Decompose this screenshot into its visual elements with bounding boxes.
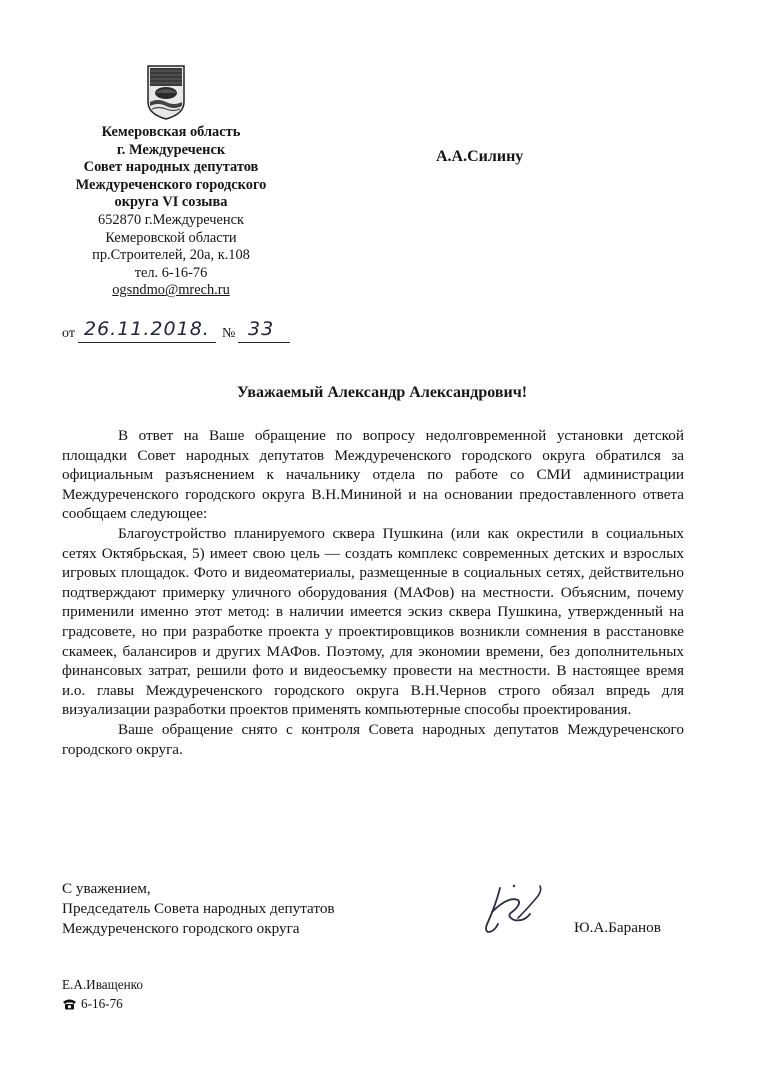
date-underline (78, 342, 216, 343)
executor-block (62, 976, 143, 1013)
sender-council: Совет народных депутатов (83, 159, 259, 176)
date-label: от (62, 326, 75, 341)
letter-body (62, 426, 684, 759)
city-coat-of-arms-icon (146, 62, 186, 120)
handwritten-signature (478, 882, 550, 938)
body-paragraph-1: В ответ на Ваше обращение по вопросу недолговременной установки детской площадки Совет народных депутатов Междуреченского городского округа обратился за официальным разъяснением к начальнику отдела по работе со СМИ администрации Междуреченского городского округа В.Н.Мининой и на основании предоставленного ответа сообщаем следующее: (62, 427, 684, 523)
signer-name: Ю.А.Баранов (574, 919, 661, 936)
telephone-icon (62, 998, 77, 1010)
reference-line (62, 318, 302, 346)
handwritten-number: 33 (248, 318, 275, 340)
body-paragraph-3: Ваше обращение снято с контроля Совета народных депутатов Междуреченского городского округа. (62, 720, 684, 758)
body-paragraph-2: Благоустройство планируемого сквера Пушкина (или как окрестили в социальных сетях Октябрьская, 5) имеет свою цель — создать комплекс современных детских и взрослых игровых площадок. Фото и видеоматериалы, размещенные в социальных сетях, действительно подтверждают примерку уличного оборудования (МАФов) на местности. Объясним, почему применили именно этот метод: в наличии имеется эскиз сквера Пушкина, утвержденный на градсовете, но при разработке проекта у проектировщиков возникли сомнения в расстановке скамеек, балансиров и других МАФов. Поэтому, для экономии времени, без дополнительных финансовых затрат, решили фото и видеосъемку провести на местности. В настоящее время и.о. главы Междуреченского городского округа В.Н.Чернов строго обязал впредь для визуализации разработки проектов применять компьютерные способы проектирования. (62, 524, 684, 719)
handwritten-date: 26.11.2018. (84, 318, 210, 340)
executor-name: Е.А.Иващенко (62, 977, 143, 992)
closing-block (62, 879, 335, 938)
sender-region: Кемеровская область (101, 124, 241, 140)
executor-phone: 6-16-76 (81, 995, 123, 1011)
sender-convocation: округа VI созыва (114, 194, 228, 211)
sender-address-line3: пр.Строителей, 20а, к.108 (92, 247, 250, 264)
sender-phone: тел. 6-16-76 (134, 264, 208, 281)
sender-district: Междуреченского городского (75, 176, 267, 193)
signer-position-line1: Председатель Совета народных депутатов (62, 899, 335, 917)
number-underline (238, 342, 290, 343)
number-label: № (222, 326, 236, 341)
salutation: Уважаемый Александр Александрович! (236, 384, 528, 401)
executor-phone-row (62, 995, 143, 1014)
sender-block (56, 124, 286, 300)
recipient-name: А.А.Силину (436, 148, 524, 165)
signer-position-line2: Междуреченского городского округа (62, 919, 300, 937)
sender-email-link[interactable]: ogsndmo@mrech.ru (112, 282, 230, 299)
sender-address-line1: 652870 г.Междуреченск (97, 211, 245, 228)
sender-city: г. Междуреченск (116, 141, 226, 158)
closing-regards: С уважением, (62, 880, 151, 897)
sender-address-line2: Кемеровской области (105, 229, 237, 246)
